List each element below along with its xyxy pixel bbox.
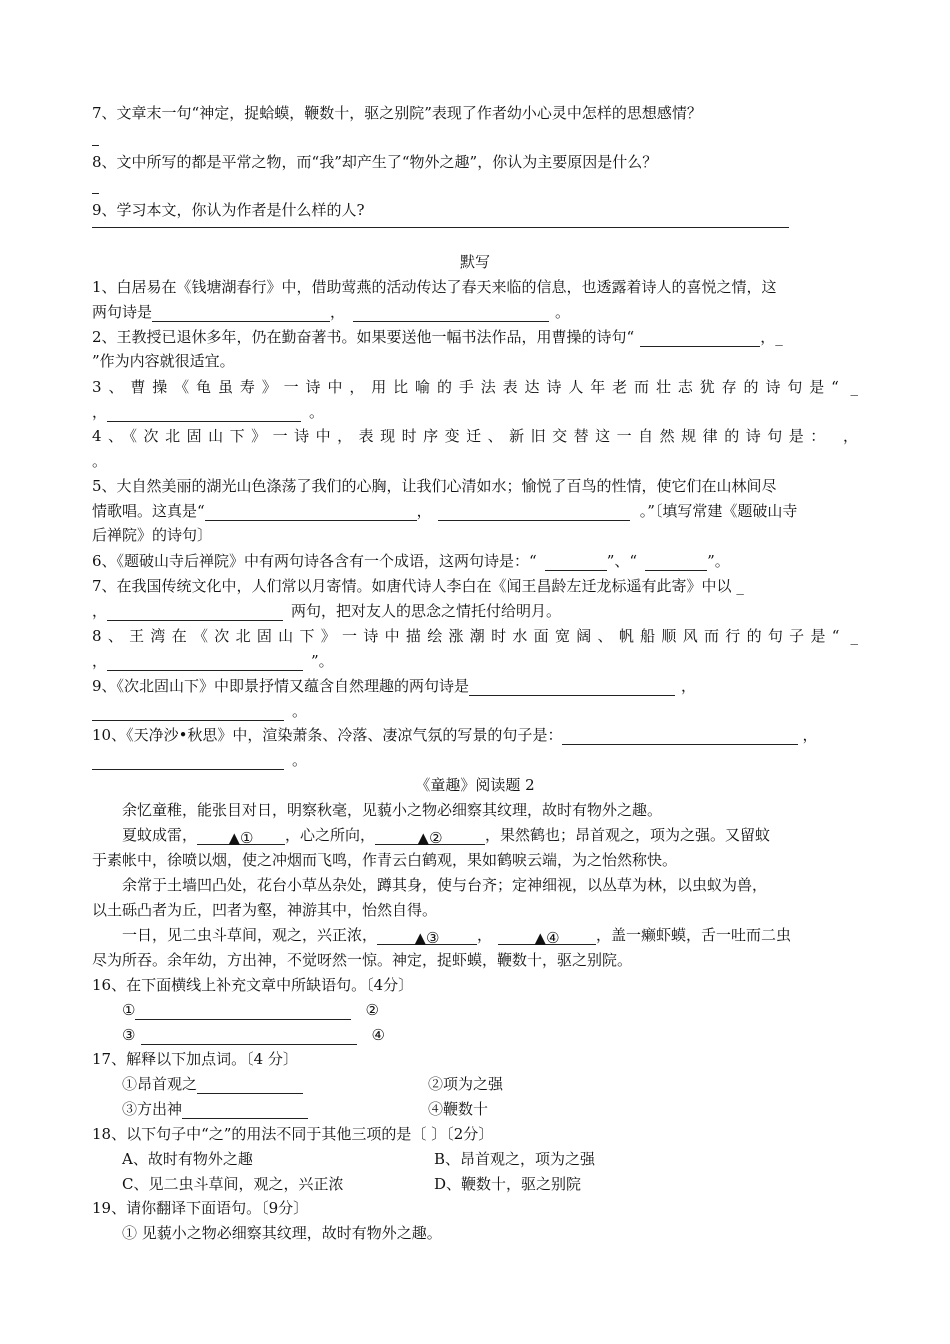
q17-item-3: ③方出神 [122,1099,308,1119]
fill-blank-3[interactable]: ▲③ [377,928,477,945]
dictation-8-line-2: ， ”。 [92,652,334,670]
dictation-5-line-2: 情歌唱。这真是“ ， 。”〔填写常建《题破山寺 [92,502,798,520]
dictation-1-line-2: 两句诗是 ， 。 [92,303,571,321]
passage-paragraph-2-line-1: 夏蚊成雷， ▲① ，心之所向， ▲② ，果然鹤也；昂首观之，项为之强。又留蚊 [122,826,771,847]
question-17: 17、解释以下加点词。〔4 分〕 [92,1050,298,1068]
dictation-6: 6、《题破山寺后禅院》中有两句诗各含有一个成语，这两句诗是：“ ”、“ ”。 [92,552,730,570]
fill-blank-4[interactable]: ▲④ [498,928,596,945]
passage-paragraph-4-line-1: 一日，见二虫斗草间，观之，兴正浓， ▲③ ， ▲④ ，盖一癞虾蟆，舌一吐而二虫 [122,926,792,947]
dictation-3-line-2: ， 。 [92,403,325,421]
answer-line-8 [92,193,99,194]
dictation-10-line-1: 10、《天净沙•秋思》中，渲染萧条、冷落、凄凉气氛的写景的句子是： ， [92,726,818,744]
question-7: 7、文章末一句“神定，捉蛤蟆，鞭数十，驱之别院”表现了作者幼小心灵中怎样的思想感情？ [92,104,702,122]
fill-blank[interactable] [562,728,798,745]
fill-blank[interactable] [438,504,630,521]
question-9: 9、学习本文，你认为作者是什么样的人? [92,201,365,219]
fill-blank[interactable] [107,654,303,671]
q18-option-d[interactable]: D、鞭数十，驱之别院 [434,1175,582,1193]
fill-blank[interactable] [545,554,607,571]
dictation-2-line-2: ”作为内容就很适宜。 [92,352,235,370]
q17-item-2: ②项为之强 [428,1075,504,1093]
q16-row-1: ① ② [122,1001,379,1019]
answer-line-7 [92,145,99,146]
fill-blank[interactable] [135,1003,351,1020]
question-16: 16、在下面横线上补充文章中所缺语句。〔4分〕 [92,976,414,994]
fill-blank[interactable] [353,305,549,322]
dictation-7-line-1: 7、在我国传统文化中，人们常以月寄情。如唐代诗人李白在《闻王昌龄左迁龙标遥有此寄》中以 _ [92,577,744,595]
dictation-2-line-1: 2、王教授已退休多年，仍在勤奋著书。如果要送他一幅书法作品，用曹操的诗句“ ，_ [92,328,783,346]
passage-paragraph-2-line-2: 于素帐中，徐喷以烟，使之冲烟而飞鸣，作青云白鹤观，果如鹤唳云端，为之怡然称快。 [92,851,678,869]
section-title-reading: 《童趣》阅读题 2 [415,776,535,794]
passage-paragraph-4-line-2: 尽为所吞。余年幼，方出神，不觉呀然一惊。神定，捉虾蟆，鞭数十，驱之别院。 [92,951,633,969]
fill-blank[interactable] [645,554,707,571]
passage-paragraph-3-line-2: 以土砾凸者为丘，凹者为壑，神游其中，怡然自得。 [92,901,438,919]
section-title-dictation: 默写 [459,253,490,271]
q18-option-a[interactable]: A、故时有物外之趣 [122,1150,253,1168]
fill-blank-2[interactable]: ▲② [375,828,485,845]
dictation-3-line-1: 3、曹操《龟虽寿》一诗中，用比喻的手法表达诗人年老而壮志犹存的诗句是“ _ [92,378,858,396]
fill-blank[interactable] [640,330,760,347]
question-19: 19、请你翻译下面语句。〔9分〕 [92,1199,309,1217]
q17-item-1: ①昂首观之 [122,1074,303,1094]
fill-blank[interactable] [182,1102,308,1119]
dictation-8-line-1: 8、王湾在《次北固山下》一诗中描绘涨潮时水面宽阔、帆船顺风而行的句子是“ _ [92,627,858,645]
fill-blank[interactable] [469,679,675,696]
dictation-7-line-2: ， 两句，把对友人的思念之情托付给明月。 [92,602,562,620]
dictation-5-line-3: 后禅院》的诗句〕 [92,526,213,544]
fill-blank-1[interactable]: ▲① [197,828,285,845]
dictation-10-line-2: 。 [92,750,307,770]
q16-row-2: ③ ④ [122,1026,385,1044]
dictation-9-line-1: 9、《次北固山下》中即景抒情又蕴含自然理趣的两句诗是 ， [92,677,697,695]
question-8: 8、文中所写的都是平常之物，而“我”却产生了“物外之趣”，你认为主要原因是什么？ [92,153,658,171]
q18-option-b[interactable]: B、昂首观之，项为之强 [434,1150,596,1168]
passage-paragraph-3-line-1: 余常于土墙凹凸处，花台小草丛杂处，蹲其身，使与台齐；定神细视，以丛草为林，以虫蚁为兽， [122,876,768,894]
passage-paragraph-1: 余忆童稚，能张目对日，明察秋毫，见藐小之物必细察其纹理，故时有物外之趣。 [122,801,663,819]
q17-item-4: ④鞭数十 [428,1100,489,1118]
fill-blank[interactable] [141,1028,357,1045]
answer-line-9 [92,227,789,228]
dictation-4-line-1: 4、《次北固山下》一诗中，表现时序变迁、新旧交替这一自然规律的诗句是： ， [92,427,858,445]
fill-blank[interactable] [92,753,284,770]
fill-blank[interactable] [152,305,330,322]
fill-blank[interactable] [197,1077,303,1094]
question-18: 18、以下句子中“之”的用法不同于其他三项的是〔 〕〔2分〕 [92,1125,494,1143]
fill-blank[interactable] [107,604,283,621]
q18-option-c[interactable]: C、见二虫斗草间，观之，兴正浓 [122,1175,344,1193]
fill-blank[interactable] [92,704,284,721]
dictation-5-line-1: 5、大自然美丽的湖光山色涤荡了我们的心胸，让我们心清如水；愉悦了百鸟的性情，使它们在山林间尽 [92,477,777,495]
fill-blank[interactable] [205,504,417,521]
dictation-4-line-2: 。 [92,452,108,470]
dictation-9-line-2: 。 [92,701,307,721]
q19-item-1: ① 见藐小之物必细察其纹理，故时有物外之趣。 [122,1224,442,1242]
fill-blank[interactable] [107,405,301,422]
dictation-1-line-1: 1、白居易在《钱塘湖春行》中，借助莺燕的活动传达了春天来临的信息，也透露着诗人的喜悦之情，这 [92,278,777,296]
